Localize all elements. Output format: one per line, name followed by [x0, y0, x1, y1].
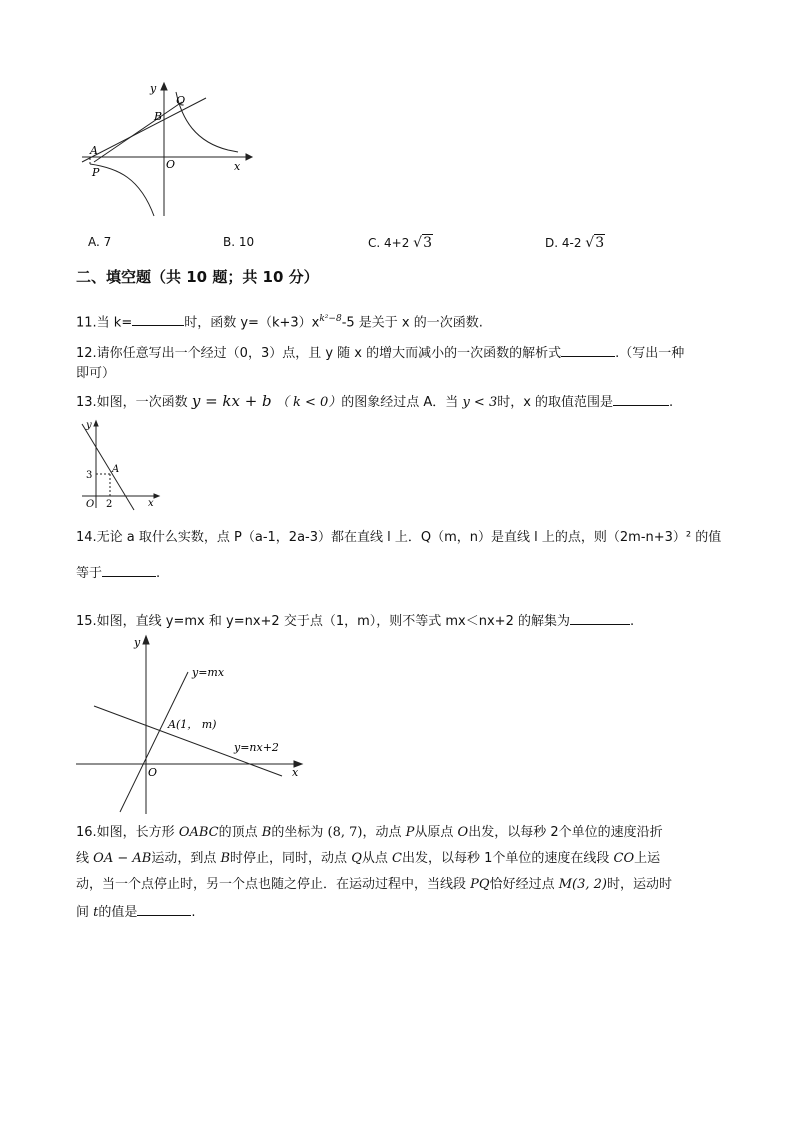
- q11-mid: 时，函数 y=（k+3）x: [184, 315, 320, 331]
- question-12-line1: [76, 343, 684, 363]
- label-y: y: [150, 82, 157, 95]
- y-axis-arrow: [143, 636, 149, 644]
- section-title: 二、填空题（共 10 题；共 10 分）: [76, 268, 319, 286]
- label-x: x: [148, 498, 154, 509]
- label-line-mx: y=mx: [192, 666, 225, 679]
- label-3: 3: [86, 470, 93, 481]
- figure-q15: [74, 634, 308, 816]
- q16-text: 出发，以每秒 1个单位的速度在线段: [401, 851, 610, 866]
- q16-rect: OABC: [178, 825, 219, 840]
- q16-text: 时停止，同时，动点: [230, 851, 348, 866]
- q16-point-q: Q: [351, 851, 362, 866]
- label-origin: O: [166, 158, 176, 171]
- x-axis-arrow: [154, 494, 159, 498]
- option-c-radicand: 3: [423, 235, 433, 251]
- y-axis-arrow: [161, 83, 167, 90]
- q16-text: 恰好经过点: [489, 877, 555, 892]
- option-c-prefix: C. 4+2: [368, 236, 410, 250]
- label-a: A: [90, 144, 98, 157]
- q15-answer-blank[interactable]: [570, 611, 630, 625]
- line-ab: [82, 98, 206, 162]
- q13-answer-blank[interactable]: [613, 392, 669, 406]
- q14-end: .: [156, 566, 161, 581]
- label-a: A: [112, 464, 120, 475]
- q13-prefix: 13.如图，一次函数: [76, 395, 188, 410]
- question-16-line3: [76, 876, 672, 894]
- option-c[interactable]: [368, 235, 433, 251]
- option-d-prefix: D. 4-2: [545, 236, 582, 250]
- q16-text: 动，当一个点停止时，另一个点也随之停止．在运动过程中，当线段: [76, 877, 467, 892]
- hyperbola-left: [90, 164, 154, 216]
- q12-text: 12.请你任意写出一个经过（0，3）点，且 y 随 x 的增大而减小的一次函数的解析式: [76, 346, 562, 361]
- q14-text: 等于: [76, 566, 103, 581]
- q11-answer-blank[interactable]: [132, 312, 184, 326]
- q16-point-o: O: [457, 825, 469, 840]
- q16-point-b: B: [220, 851, 231, 866]
- q16-point-p: P: [405, 825, 415, 840]
- label-p: P: [92, 166, 100, 179]
- label-b: B: [154, 110, 163, 123]
- q16-segment-co: CO: [613, 851, 635, 866]
- question-13: [76, 392, 673, 412]
- q16-text: 间: [76, 905, 90, 920]
- question-16-line4: [76, 902, 196, 922]
- q13-end: .: [669, 395, 674, 410]
- line-kxb: [82, 424, 134, 510]
- label-point-a: A(1， m): [168, 718, 217, 731]
- question-11: [76, 310, 483, 332]
- question-16-line1: [76, 824, 663, 842]
- q11-prefix: 11.当 k=: [76, 315, 133, 331]
- q11-suffix: -5 是关于 x 的一次函数.: [341, 315, 483, 331]
- q16-var-t: t: [93, 905, 99, 920]
- q16-text: 从点: [361, 851, 388, 866]
- label-origin: O: [148, 766, 158, 779]
- option-d[interactable]: [545, 235, 605, 251]
- q13-formula: y = kx + b: [191, 392, 272, 410]
- label-y: y: [86, 420, 92, 431]
- q16-text: 出发，以每秒 2个单位的速度沿折: [468, 825, 663, 840]
- option-d-radicand: 3: [595, 235, 605, 251]
- label-x: x: [234, 160, 241, 173]
- q16-text: 的值是: [98, 905, 138, 920]
- q16-text: 的顶点: [218, 825, 258, 840]
- question-14-line1: 14.无论 a 取什么实数，点 P（a-1，2a-3）都在直线 l 上．Q（m，n）是直线 l 上的点，则（2m-n+3）² 的值: [76, 530, 722, 545]
- q16-point-b: B: [261, 825, 272, 840]
- label-origin: O: [86, 499, 95, 510]
- question-12-line2: 即可）: [76, 366, 116, 381]
- x-axis-arrow: [246, 154, 252, 160]
- figure-q13: [76, 418, 166, 512]
- line-pq: [94, 102, 182, 162]
- label-y: y: [134, 636, 141, 649]
- q13-inequality: y < 3: [462, 395, 498, 410]
- q16-text: ，动点: [362, 825, 402, 840]
- line-mx: [120, 672, 188, 812]
- y-axis-arrow: [94, 421, 98, 426]
- q16-end: .: [191, 905, 196, 920]
- q16-point-c: C: [392, 851, 402, 866]
- question-15: [76, 611, 634, 631]
- sqrt-symbol: √3: [413, 235, 433, 251]
- q14-answer-blank[interactable]: [102, 563, 156, 577]
- label-2: 2: [106, 499, 113, 510]
- label-line-nx2: y=nx+2: [234, 741, 279, 754]
- option-b[interactable]: B. 10: [223, 235, 255, 249]
- q16-text: 16.如图，长方形: [76, 825, 175, 840]
- q16-text: 的坐标为: [271, 825, 324, 840]
- label-x: x: [292, 766, 299, 779]
- question-16-line2: [76, 850, 660, 868]
- q16-coord: (8, 7): [327, 825, 363, 840]
- q16-text: 线: [76, 851, 90, 866]
- figure-q10: [78, 80, 258, 220]
- label-q: Q: [176, 94, 186, 107]
- q13-suffix: 时，x 的取值范围是: [497, 395, 614, 410]
- hyperbola-right: [176, 92, 238, 152]
- q16-text: 时，运动时: [606, 877, 672, 892]
- q16-path: OA − AB: [93, 851, 152, 866]
- q12-end: .（写出一种: [615, 346, 685, 361]
- q15-text: 15.如图，直线 y=mx 和 y=nx+2 交于点（1，m），则不等式 mx＜nx+2 的解集为: [76, 614, 570, 629]
- q13-mid: 的图象经过点 A．当: [341, 395, 459, 410]
- q16-text: 运动，到点: [151, 851, 217, 866]
- option-a[interactable]: A. 7: [88, 235, 112, 249]
- q15-end: .: [629, 614, 635, 629]
- question-14-line2: [76, 563, 160, 583]
- q16-segment-pq: PQ: [470, 877, 490, 892]
- q11-exponent: k²−8: [319, 314, 342, 324]
- q13-condition: （ k < 0）: [275, 395, 342, 410]
- q16-answer-blank[interactable]: [137, 902, 191, 916]
- sqrt-symbol: √3: [585, 235, 605, 251]
- q16-text: 从原点: [414, 825, 454, 840]
- q16-point-m: M(3, 2): [558, 877, 607, 892]
- q16-text: 上运: [634, 851, 661, 866]
- q12-answer-blank[interactable]: [561, 343, 615, 357]
